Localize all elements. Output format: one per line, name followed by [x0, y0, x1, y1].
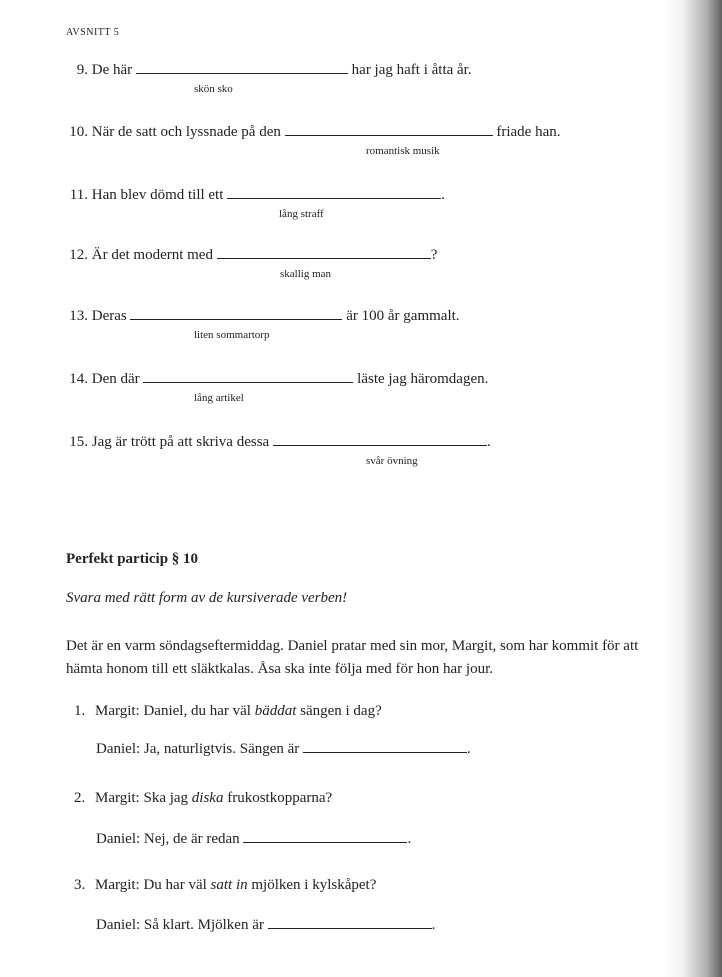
- dialogue-question: [74, 790, 332, 807]
- exercise-number: 9.: [76, 62, 88, 78]
- exercise-text-before: När de satt och lyssnade på den: [91, 124, 281, 140]
- exercise-number: 13.: [69, 308, 88, 324]
- exercise-text-after: läste jag häromdagen.: [357, 371, 489, 387]
- exercise-item: [0, 246, 660, 292]
- exercise-hint: romantisk musik: [366, 145, 440, 157]
- section-title: Perfekt particip § 10: [66, 551, 199, 567]
- exercise-text-before: Jag är trött på att skriva dessa: [91, 434, 270, 450]
- dialogue-question: [74, 877, 376, 894]
- exercise-text-before: Deras: [91, 308, 127, 324]
- answer-blank[interactable]: [143, 370, 353, 383]
- section-instruction: Svara med rätt form av de kursiverade verben!: [66, 590, 348, 606]
- exercise-hint: liten sommartorp: [194, 329, 270, 341]
- exercise-text-after: .: [486, 434, 491, 450]
- question-verb: bäddat: [254, 703, 297, 719]
- exercise-item: [0, 123, 660, 169]
- answer-end: .: [467, 741, 471, 757]
- exercise-number: 11.: [69, 187, 88, 203]
- exercise-number: 14.: [69, 371, 88, 387]
- dialogue-answer: [96, 740, 471, 758]
- exercise-number: 15.: [69, 434, 88, 450]
- exercise-item: [0, 370, 660, 416]
- exercise-item: [0, 61, 660, 107]
- exercise-text-before: Den där: [91, 371, 140, 387]
- exercise-hint: svår övning: [366, 455, 418, 467]
- answer-blank[interactable]: [285, 123, 493, 136]
- answer-end: .: [431, 917, 436, 933]
- answer-blank[interactable]: [273, 433, 487, 446]
- exercise-text-before: Är det modernt med: [91, 247, 213, 263]
- question-text-prefix: Margit: Ska jag: [95, 790, 192, 806]
- exercise-text-after: har jag haft i åtta år.: [351, 62, 472, 78]
- exercise-item: [0, 307, 660, 353]
- answer-end: .: [407, 831, 412, 847]
- dialogue-answer: [96, 830, 411, 848]
- answer-blank[interactable]: [243, 830, 407, 843]
- question-text-suffix: mjölken i kylskåpet?: [247, 877, 377, 893]
- answer-blank[interactable]: [130, 307, 342, 320]
- question-text-prefix: Margit: Du har väl: [95, 877, 211, 893]
- exercise-hint: lång artikel: [194, 392, 244, 404]
- page-edge-shadow: [662, 0, 722, 977]
- exercise-text-before: De här: [91, 62, 133, 78]
- exercise-hint: skön sko: [194, 83, 233, 95]
- dialogue-answer: [96, 916, 435, 934]
- answer-text: Daniel: Så klart. Mjölken är: [96, 917, 264, 933]
- exercise-text-after: ?: [430, 247, 438, 263]
- exercise-text-after: .: [441, 187, 445, 203]
- answer-blank[interactable]: [303, 740, 467, 753]
- intro-paragraph: Det är en varm söndagseftermiddag. Daniel pratar med sin mor, Margit, som har kommit för att hämta honom till ett släktkalas. Åsa ska inte följa med för hon har jour.: [66, 638, 639, 677]
- answer-text: Daniel: Nej, de är redan: [96, 831, 240, 847]
- answer-blank[interactable]: [227, 186, 441, 199]
- exercise-number: 10.: [69, 124, 88, 140]
- question-number: 2.: [74, 790, 86, 806]
- answer-text: Daniel: Ja, naturligtvis. Sängen är: [96, 741, 300, 757]
- answer-blank[interactable]: [136, 61, 348, 74]
- dialogue-question: [74, 703, 382, 720]
- exercise-text-after: friade han.: [496, 124, 561, 140]
- exercise-text-before: Han blev dömd till ett: [91, 187, 224, 203]
- question-text-suffix: sängen i dag?: [296, 703, 382, 719]
- cropped-footer: [20, 963, 660, 977]
- running-head: AVSNITT 5: [66, 27, 120, 38]
- exercise-text-after: är 100 år gammalt.: [346, 308, 460, 324]
- exercise-item: [0, 186, 660, 232]
- exercise-hint: lång straff: [279, 208, 324, 220]
- question-text-suffix: frukostkopparna?: [223, 790, 333, 806]
- question-number: 1.: [74, 703, 86, 719]
- answer-blank[interactable]: [217, 246, 431, 259]
- question-text-prefix: Margit: Daniel, du har väl: [95, 703, 255, 719]
- question-verb: satt in: [210, 877, 248, 893]
- exercise-item: [0, 433, 660, 479]
- answer-blank[interactable]: [268, 916, 432, 929]
- question-verb: diska: [191, 790, 224, 806]
- question-number: 3.: [74, 877, 86, 893]
- exercise-hint: skallig man: [280, 268, 332, 280]
- exercise-number: 12.: [69, 247, 88, 263]
